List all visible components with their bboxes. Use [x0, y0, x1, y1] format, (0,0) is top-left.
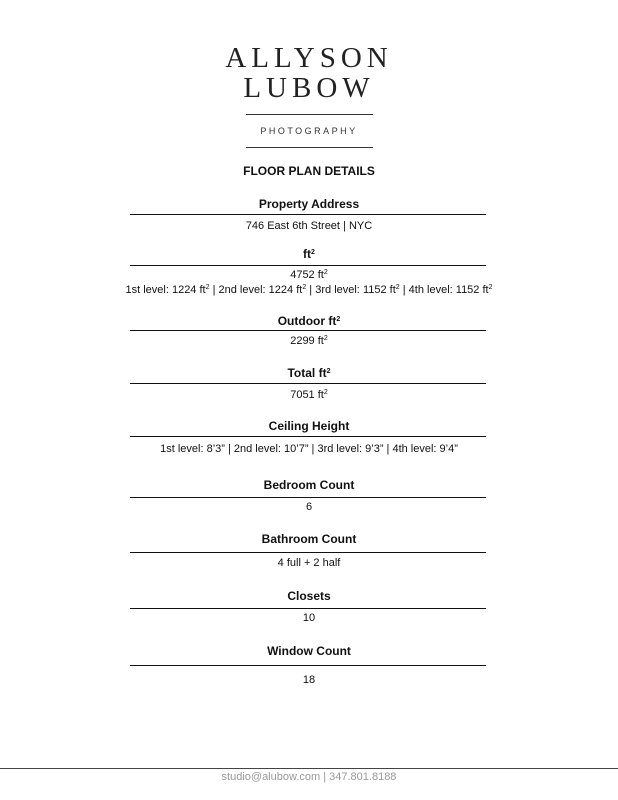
outdoor-rule	[130, 330, 486, 331]
document-title: FLOOR PLAN DETAILS	[243, 164, 375, 178]
closets-heading: Closets	[287, 589, 331, 603]
area-level-2: 2nd level: 1224 $ft^2$	[218, 284, 307, 296]
logo-line-2: LUBOW	[243, 72, 375, 104]
address-heading: Property Address	[258, 197, 360, 211]
area-total-value: 4752 $ft^2$	[290, 269, 328, 281]
footer-email[interactable]: studio@alubow.com	[221, 771, 321, 783]
area-level-3: 3rd level: 1152 $ft^2$	[315, 284, 400, 296]
logo	[0, 44, 618, 103]
logo-rule-top	[246, 114, 373, 115]
bedroom-value: 6	[305, 501, 313, 513]
footer	[0, 771, 618, 783]
bedroom-rule	[130, 497, 486, 498]
ceiling-heading: Ceiling Height	[268, 419, 350, 433]
total-rule	[130, 383, 486, 384]
footer-rule	[0, 768, 618, 769]
outdoor-value: 2299 $ft^2$	[290, 335, 328, 347]
ceiling-value: 1st level: 8’3” | 2nd level: 10’7” | 3rd level: 9’3” | 4th level: 9’4”	[160, 443, 458, 455]
closets-rule	[130, 608, 486, 609]
window-heading: Window Count	[267, 644, 351, 658]
area-total-number: 4752	[290, 269, 315, 281]
address-rule	[130, 214, 486, 215]
bathroom-value: 4 full + 2 half	[277, 557, 341, 569]
bathroom-heading: Bathroom Count	[261, 532, 357, 546]
total-heading: Total $ft^2$	[287, 366, 331, 380]
area-heading: $ft^2$	[303, 247, 315, 261]
footer-separator: |	[323, 771, 327, 783]
logo-rule-bottom	[246, 147, 373, 148]
window-value: 18	[302, 674, 316, 686]
window-rule	[130, 665, 486, 666]
address-value: 746 East 6th Street | NYC	[245, 220, 373, 232]
bedroom-heading: Bedroom Count	[263, 478, 355, 492]
ceiling-rule	[130, 436, 486, 437]
bathroom-rule	[130, 552, 486, 553]
area-level-1: 1st level: 1224 $ft^2$	[125, 284, 210, 296]
logo-line-1: ALLYSON	[225, 42, 393, 74]
footer-phone[interactable]: 347.801.8188	[329, 771, 397, 783]
area-heading-unit: ft	[303, 247, 312, 261]
area-levels: 1st level: 1224 $ft^2$ | 2nd level: 1224 $ft^2$ | 3rd level: 1152 $ft^2$ | 4th level: 1152 $ft^2$	[125, 284, 493, 296]
area-level-4: 4th level: 1152 $ft^2$	[408, 284, 493, 296]
area-total-unit: ft	[317, 269, 324, 281]
total-value: 7051 $ft^2$	[290, 389, 328, 401]
area-rule	[130, 265, 486, 266]
outdoor-heading: Outdoor $ft^2$	[277, 314, 341, 328]
closets-value: 10	[302, 612, 316, 624]
logo-tagline: PHOTOGRAPHY	[260, 126, 358, 136]
